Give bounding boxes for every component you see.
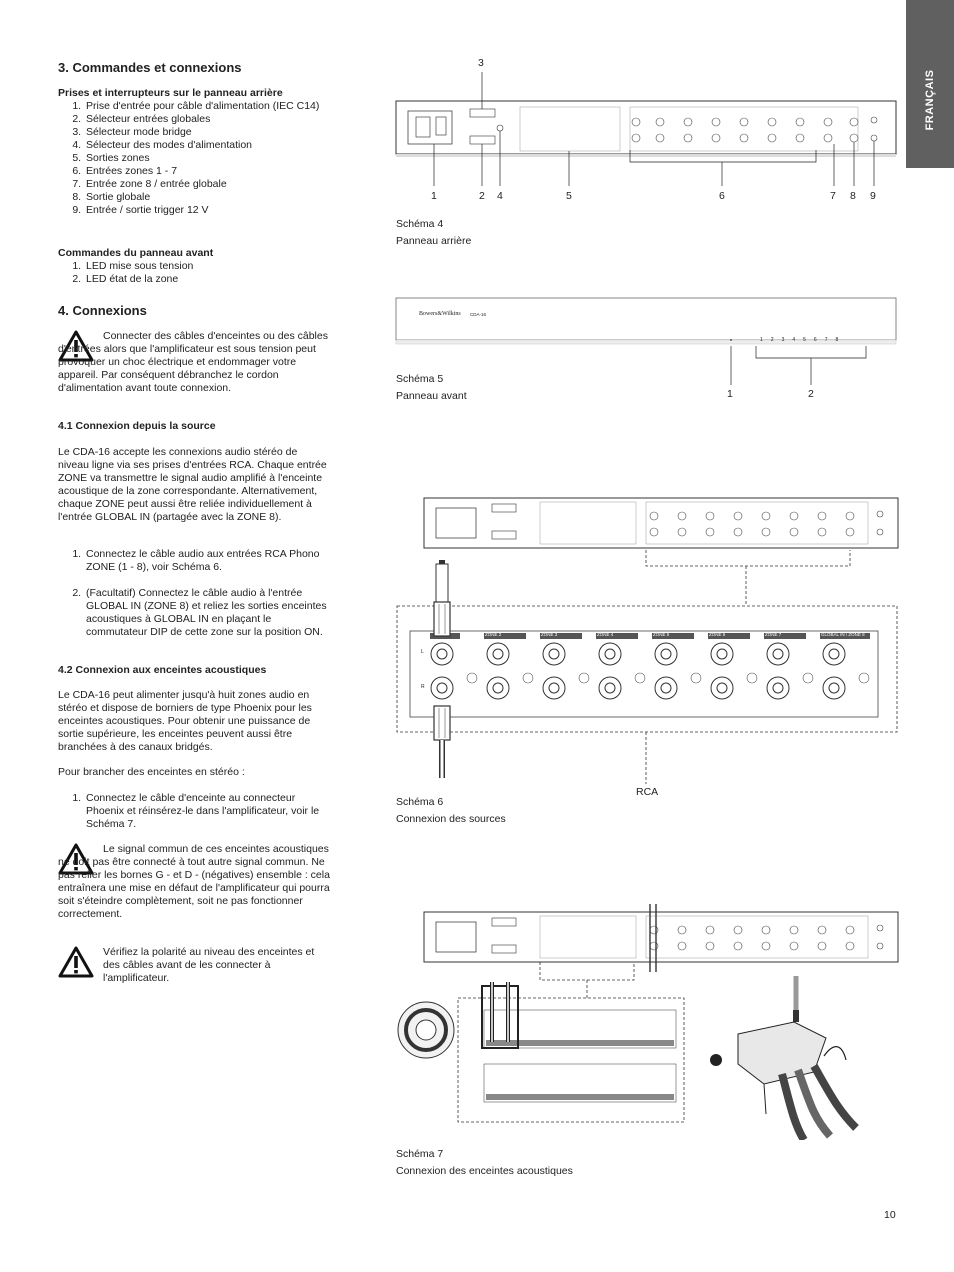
list-item: 9. Entrée / sortie trigger 12 V bbox=[84, 204, 328, 217]
subsection-4-2-steps bbox=[58, 792, 330, 831]
brand-logo: Bowers&Wilkins bbox=[419, 311, 461, 317]
figure-6-caption: Schéma 6 Connexion des sources bbox=[396, 796, 506, 825]
callout-8: 8 bbox=[850, 190, 856, 202]
zone-led-label: 5 bbox=[803, 337, 806, 343]
callout-4: 4 bbox=[497, 190, 503, 202]
list-item: 5. Sorties zones bbox=[84, 152, 328, 165]
callout-5: 5 bbox=[566, 190, 572, 202]
list-item: 1. Prise d'entrée pour câble d'alimentation (IEC C14) bbox=[84, 100, 328, 113]
rear-panel-list bbox=[58, 100, 328, 217]
callout-6: 6 bbox=[719, 190, 725, 202]
zone-label: ZONE 4 bbox=[597, 632, 614, 637]
callout-1: 1 bbox=[727, 388, 733, 400]
zone-label: ZONE 6 bbox=[709, 632, 726, 637]
rear-panel-heading: Prises et interrupteurs sur le panneau arrière bbox=[58, 87, 283, 99]
zone-led-row bbox=[760, 337, 838, 343]
list-item: 2. Sélecteur entrées globales bbox=[84, 113, 328, 126]
left-channel-label: L bbox=[421, 649, 424, 655]
subsection-4-1-title: 4.1 Connexion depuis la source bbox=[58, 420, 216, 432]
list-item: 1. Connectez le câble audio aux entrées RCA Phono ZONE (1 - 8), voir Schéma 6. bbox=[84, 548, 330, 574]
zone-led-label: 8 bbox=[835, 337, 839, 343]
callout-7: 7 bbox=[830, 190, 836, 202]
list-item: 8. Sortie globale bbox=[84, 191, 328, 204]
zone-led-label: 2 bbox=[770, 337, 774, 343]
language-tab-label: FRANÇAIS bbox=[924, 69, 936, 131]
callout-1: 1 bbox=[431, 190, 437, 202]
subsection-4-1-paragraph: Le CDA-16 accepte les connexions audio stéréo de niveau ligne via ses prises d'entrées RCA. Chaque entrée ZONE va transmettre le signal audio amplifié à l'enceinte acoustique de la zone correspondante. Alternativement, chaque ZONE peut aussi être reliée individuellement à l'entrée GLOBAL IN (partagée avec la ZONE 8). bbox=[58, 446, 327, 523]
callout-9: 9 bbox=[870, 190, 876, 202]
figure-5-caption: Schéma 5 Panneau avant bbox=[396, 373, 467, 402]
list-item: 1. Connectez le câble d'enceinte au connecteur Phoenix et réinsérez-le dans l'amplificateur, voir le Schéma 7. bbox=[84, 792, 330, 831]
model-label: CDA-16 bbox=[470, 312, 487, 317]
warning-icon bbox=[58, 946, 94, 978]
callout-2: 2 bbox=[808, 388, 814, 400]
zone-led-label: 3 bbox=[781, 337, 785, 343]
warning-text-3: Vérifiez la polarité au niveau des enceintes et des câbles avant de les connecter à l'amplificateur. bbox=[103, 946, 315, 984]
list-item: 4. Sélecteur des modes d'alimentation bbox=[84, 139, 328, 152]
figure-4-rear-panel bbox=[394, 54, 904, 204]
figure-7-speaker-connections bbox=[394, 904, 904, 1140]
subsection-4-2-title: 4.2 Connexion aux enceintes acoustiques bbox=[58, 664, 267, 676]
front-panel-heading: Commandes du panneau avant bbox=[58, 247, 214, 259]
figure-7-caption: Schéma 7 Connexion des enceintes acoustiques bbox=[396, 1148, 573, 1177]
zone-led-label: 7 bbox=[824, 337, 828, 343]
section-4-title: 4. Connexions bbox=[58, 303, 147, 318]
list-item: 7. Entrée zone 8 / entrée globale bbox=[84, 178, 328, 191]
language-tab bbox=[906, 0, 954, 168]
subsection-4-2-paragraph-2: Pour brancher des enceintes en stéréo : bbox=[58, 766, 245, 778]
zone-led-label: 6 bbox=[813, 337, 817, 343]
zone-led-label: 4 bbox=[792, 337, 796, 343]
callout-2: 2 bbox=[479, 190, 485, 202]
zone-label: ZONE 5 bbox=[653, 632, 670, 637]
front-panel-list bbox=[58, 260, 328, 286]
rca-label: RCA bbox=[636, 786, 659, 798]
zone-label: ZONE 7 bbox=[765, 632, 782, 637]
list-item: 3. Sélecteur mode bridge bbox=[84, 126, 328, 139]
warning-text-1: Connecter des câbles d'enceintes ou des câbles d'entrées alors que l'amplificateur est sous tension peut provoquer un choc électrique et endommager votre appareil. Par conséquent débranchez le cordon d'alimentation avant toute connexion. bbox=[58, 330, 328, 394]
zone-led-label: 1 bbox=[760, 337, 763, 343]
warning-text-2: Le signal commun de ces enceintes acoustiques ne doit pas être connecté à tout autre signal commun. Ne pas relier les bornes G - et D - (négatives) ensemble : cela entraînera une mise en défaut de l'amplificateur qui pourra soit s'éteindre complètement, soit ne pas fonctionner correctement. bbox=[58, 843, 330, 920]
zone-label-row bbox=[445, 632, 915, 640]
section-3-title: 3. Commandes et connexions bbox=[58, 60, 242, 75]
figure-4-caption: Schéma 4 Panneau arrière bbox=[396, 218, 472, 247]
right-channel-label: R bbox=[421, 684, 425, 690]
zone-label: GLOBAL IN / ZONE 8 bbox=[821, 632, 865, 637]
subsection-4-2-paragraph: Le CDA-16 peut alimenter jusqu'à huit zones audio en stéréo et dispose de borniers de type Phoenix pour les enceintes acoustiques. Pour obtenir une puissance de sortie supérieure, les enceintes peuvent aussi être branchées à des canaux bridgés. bbox=[58, 689, 312, 753]
list-item: 1. LED mise sous tension bbox=[84, 260, 328, 273]
zone-label: ZONE 3 bbox=[541, 632, 558, 637]
zone-label: ZONE 2 bbox=[485, 632, 502, 637]
callout-3: 3 bbox=[478, 57, 484, 69]
list-item: 6. Entrées zones 1 - 7 bbox=[84, 165, 328, 178]
subsection-4-1-steps bbox=[58, 548, 330, 639]
list-item: 2. LED état de la zone bbox=[84, 273, 328, 286]
page-number: 10 bbox=[884, 1209, 896, 1221]
list-item: 2. (Facultatif) Connectez le câble audio à l'entrée GLOBAL IN (ZONE 8) et reliez les sorties enceintes acoustiques à GLOBAL IN en plaçant le commutateur DIP de cette zone sur la position ON. bbox=[84, 587, 330, 639]
